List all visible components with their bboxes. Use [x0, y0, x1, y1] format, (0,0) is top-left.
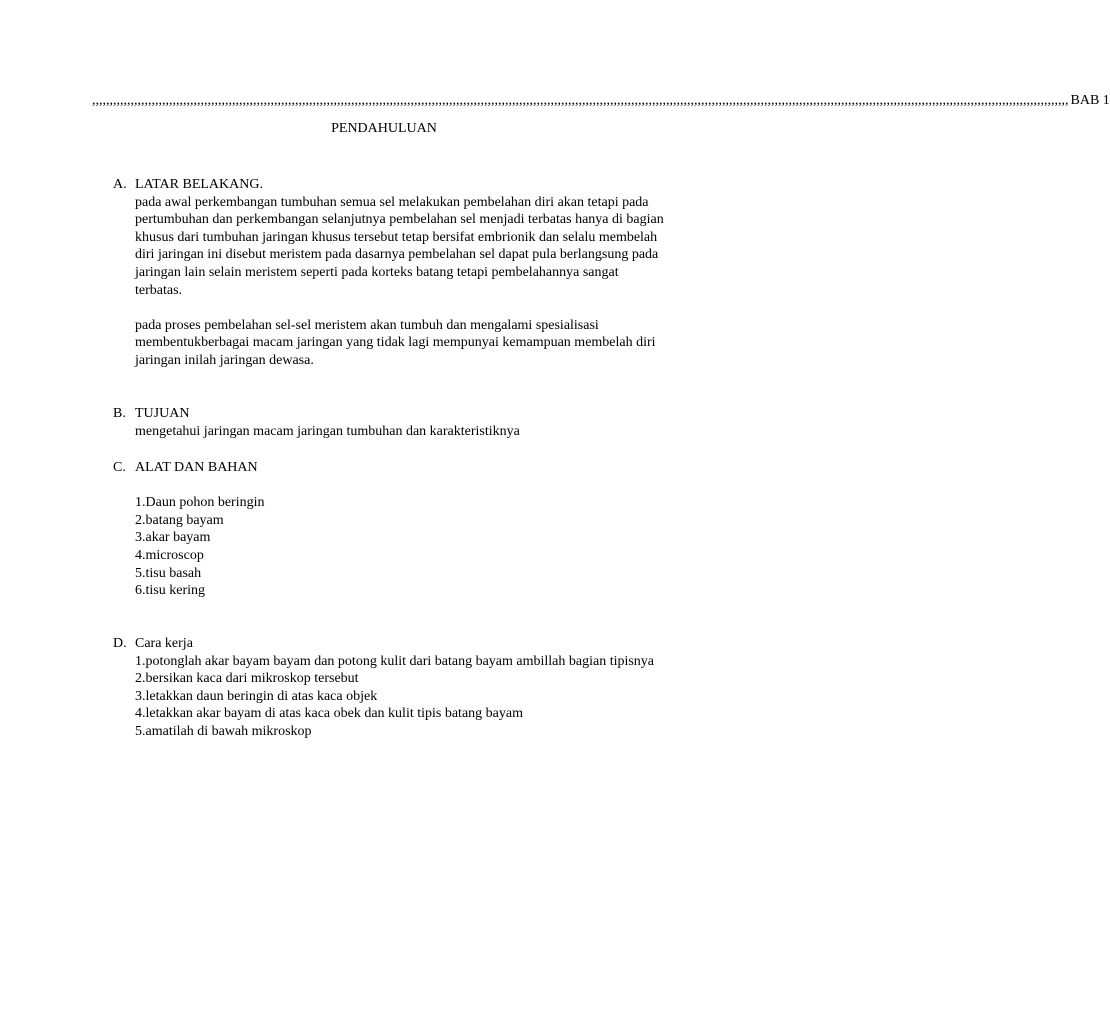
chapter-header	[92, 92, 1110, 109]
list-item: 5.amatilah di bawah mikroskop	[135, 723, 312, 739]
section-body: mengetahui jaringan macam jaringan tumbuhan dan karakteristiknya	[135, 423, 520, 439]
page-title: PENDAHULUAN	[331, 121, 437, 136]
materials-list	[113, 494, 673, 600]
section-label: ALAT DAN BAHAN	[135, 460, 258, 475]
paragraph-line: pertumbuhan dan perkembangan selanjutnya pembelahan sel menjadi terbatas hanya di bagian	[135, 212, 664, 228]
section-letter: C.	[113, 460, 126, 475]
paragraph-line: pada awal perkembangan tumbuhan semua sel melakukan pembelahan diri akan tetapi pada	[135, 194, 649, 210]
steps-list	[113, 653, 673, 741]
section-heading	[113, 405, 673, 423]
paragraph-gap	[113, 477, 673, 495]
list-item: 4.microscop	[135, 547, 204, 563]
list-item: 6.tisu kering	[135, 583, 205, 599]
section-label: Cara kerja	[135, 636, 193, 651]
list-item: 3.letakkan daun beringin di atas kaca objek	[135, 688, 378, 704]
paragraph-line: khusus dari tumbuhan jaringan khusus tersebut tetap bersifat embrionik dan selalu membelah	[135, 229, 658, 245]
paragraph-2	[135, 317, 673, 370]
paragraph-gap	[113, 299, 673, 317]
paragraph-1	[135, 194, 673, 300]
section-alat-dan-bahan	[113, 459, 673, 600]
section-tujuan	[113, 405, 673, 440]
section-label: LATAR BELAKANG.	[135, 177, 263, 192]
paragraph-line: diri jaringan ini disebut meristem pada dasarnya pembelahan sel dapat pula berlangsung pada	[135, 247, 659, 263]
paragraph-line: terbatas.	[135, 282, 183, 298]
section-heading	[113, 459, 673, 477]
paragraph-line: membentukberbagai macam jaringan yang tidak lagi mempunyai kemampuan membelah diri	[135, 335, 656, 351]
list-item: 4.letakkan akar bayam di atas kaca obek dan kulit tipis batang bayam	[135, 706, 523, 722]
section-letter: D.	[113, 636, 127, 651]
paragraph-line: jaringan inilah jaringan dewasa.	[135, 352, 314, 368]
paragraph-line: pada proses pembelahan sel-sel meristem akan tumbuh dan mengalami spesialisasi	[135, 317, 599, 333]
list-item: 5.tisu basah	[135, 565, 202, 581]
section-heading	[113, 635, 673, 653]
list-item: 1.Daun pohon beringin	[135, 495, 265, 511]
section-cara-kerja	[113, 635, 673, 741]
paragraph-line: jaringan lain selain meristem seperti pada korteks batang tetapi pembelahannya sangat	[135, 264, 619, 280]
section-letter: B.	[113, 406, 126, 421]
section-label: TUJUAN	[135, 406, 190, 421]
section-heading	[113, 176, 673, 194]
header-dot-leader: ,,,,,,,,,,,,,,,,,,,,,,,,,,,,,,,,,,,,,,,,,,,,,,,,,,,,,,,,,,,,,,,,,,,,,,,,,,,,,,,,,,,,,,,,,,,,,,,,,,,,,,,,,,,,,,,,,,,,,,,,,,,,,,,,,,,,,,,,,,,,,,,,,,,,,,,,,,,,,,,,,,,,,,,,,,,,,,,,,,,,,,,,,,,,,,,,,,,,,,,,,,,,,,,,,,,,,,,,,,,,,,,,,,,,,,,,,,,,,,,,,,,,,,,,,,,,,,,,,,,,,,,,,,,,,,,,,,,,,,,	[92, 93, 1069, 108]
section-letter: A.	[113, 177, 127, 192]
list-item: 1.potonglah akar bayam bayam dan potong kulit dari batang bayam ambillah bagian tipisnya	[135, 653, 655, 669]
section-latar-belakang	[113, 176, 673, 370]
list-item: 2.bersikan kaca dari mikroskop tersebut	[135, 671, 359, 687]
list-item: 3.akar bayam	[135, 530, 211, 546]
list-item: 2.batang bayam	[135, 512, 224, 528]
chapter-label: BAB 1	[1070, 93, 1110, 108]
